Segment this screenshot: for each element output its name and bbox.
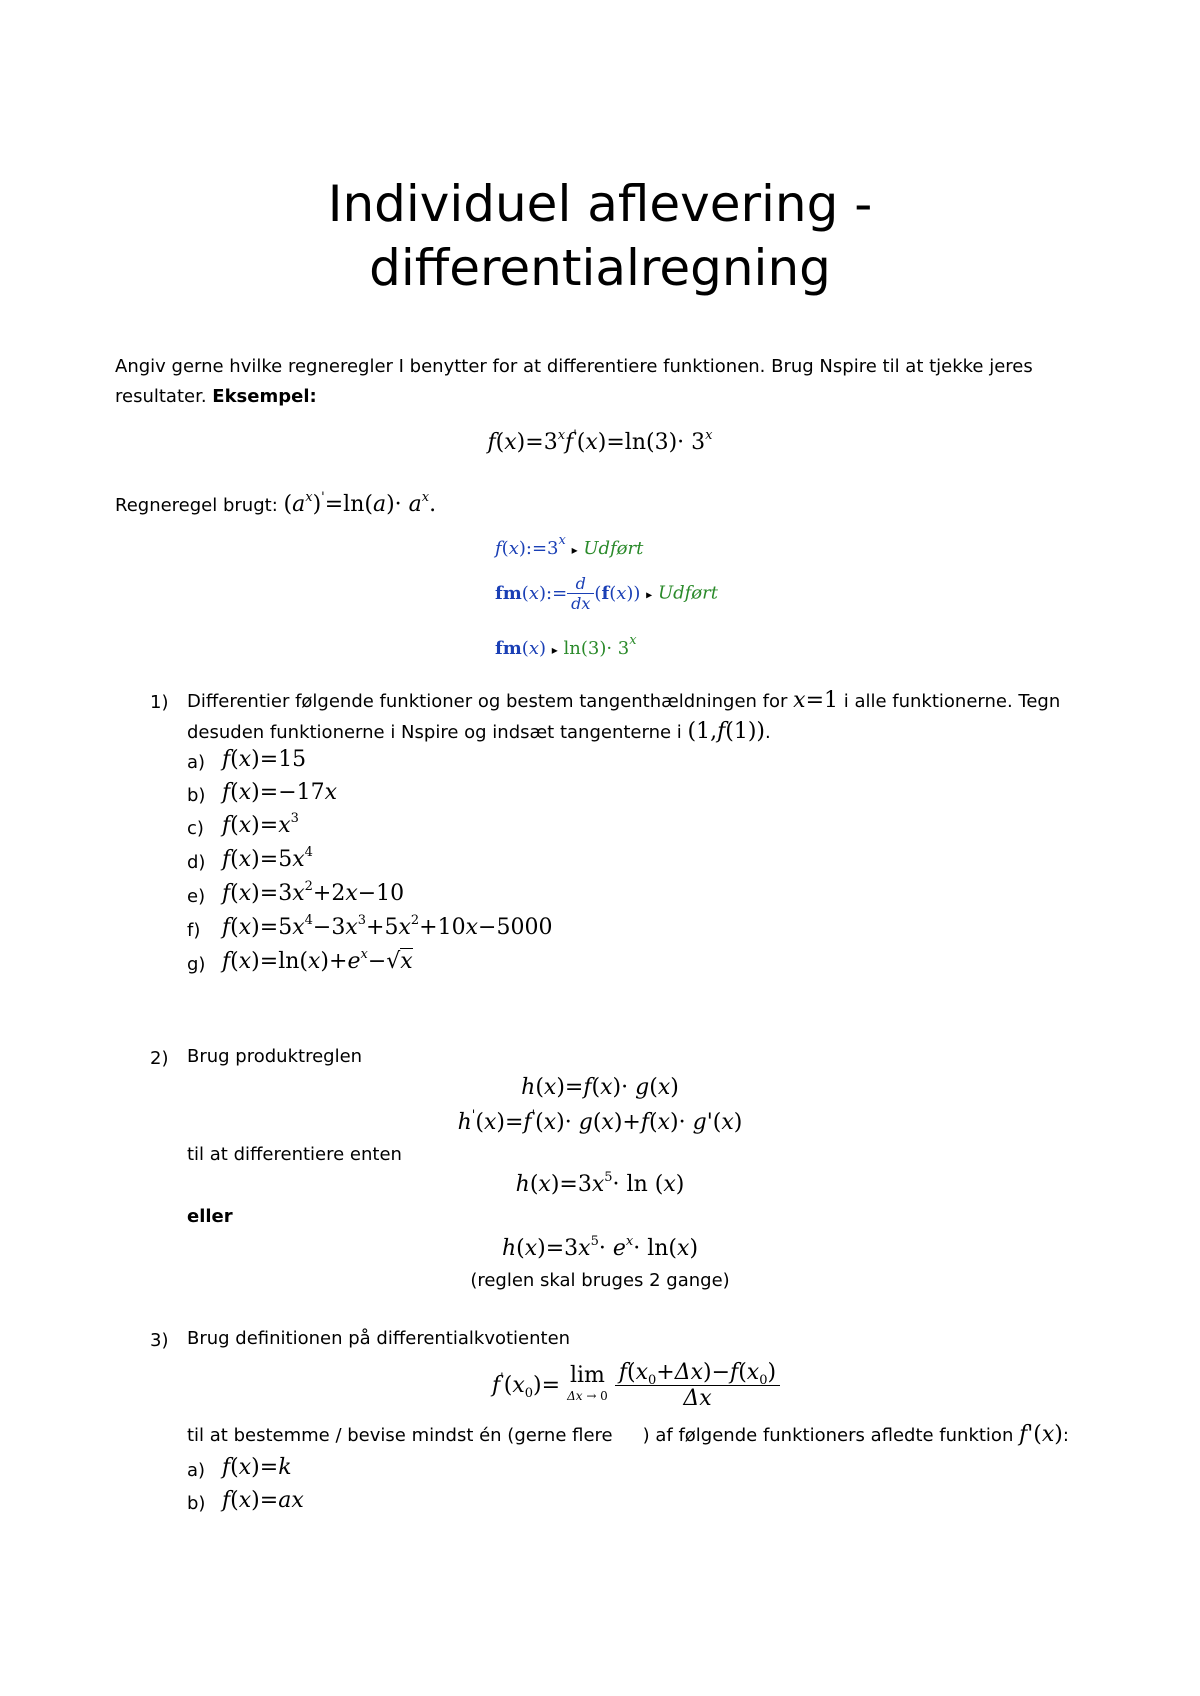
rule-formula: $(a^x)'=\ln(a)\cdot a^x$. [283,490,437,517]
q1-item-label: a) [187,752,206,773]
q3-number: 3) [150,1330,169,1351]
intro-text-line2: resultater. [115,386,213,407]
nspire-line-3: fm(x) ▸ $\ln(3)\cdot 3^x$ [495,633,637,659]
q2-note: (reglen skal bruges 2 gange) [470,1270,730,1291]
q1-item-g-formula: $f(x)=\ln(x)+e^x-√x$ [222,947,413,974]
q1-item-label: d) [187,852,206,873]
q2-heading: Brug produktreglen [187,1046,363,1067]
intro-text-line1: Angiv gerne hvilke regneregler I benytter for at differentiere funktionen. Brug Nspire til at tjekke jeres [115,356,1033,377]
q2-text-either: til at differentiere enten [187,1144,402,1165]
q1-item-e-formula: $f(x)=3x^2+2x-10$ [222,879,405,906]
q3-item-label: b) [187,1493,206,1514]
q1-item-label: g) [187,954,206,975]
q2-or: eller [187,1206,233,1227]
q1-number: 1) [150,692,169,713]
q3-text: til at bestemme / bevise mindst én (gerne flere ) af følgende funktioners afledte funktion f'(x): [187,1422,1069,1447]
q1-item-b-formula: f(x)=−17x [222,780,338,805]
q3-item-label: a) [187,1460,206,1481]
rule-label: Regneregel brugt: [115,495,284,516]
q2-option1-formula: $h(x)=3x^5\cdot \ln (x)$ [515,1170,685,1197]
q1-item-label: e) [187,886,206,907]
page-title-line1: Individuel aflevering - [327,175,873,233]
page-title-line2: differentialregning [369,239,831,297]
q1-item-label: b) [187,785,206,806]
example-formula: $f(x)=3^xf'(x)=\ln(3)\cdot 3^x$ [487,428,713,455]
q1-item-f-formula: $f(x)=5x^4-3x^3+5x^2+10x-5000$ [222,913,553,940]
q1-item-label: f) [187,920,201,941]
q2-number: 2) [150,1048,169,1069]
nspire-line-1: $f(x):=3^x$ ▸ Udført [495,533,644,559]
q1-item-label: c) [187,818,204,839]
nspire-line-2: fm(x):= $\frac{d}{dx}$ (f(x)) ▸ Udført [495,574,718,613]
q2-option2-formula: $h(x)=3x^5\cdot e^x\cdot \ln(x)$ [501,1234,699,1261]
intro-paragraph [115,352,1095,412]
product-rule-line2: h'(x)=f'(x)· g(x)+f(x)· g'(x) [457,1108,743,1135]
nspire-screenshot [495,533,735,668]
intro-bold-example: Eksempel: [212,386,317,407]
q3-heading: Brug definitionen på differentialkvotienten [187,1328,571,1349]
product-rule-line1: h(x)=f(x)· g(x) [521,1075,679,1100]
rule-line [115,490,436,521]
derivative-definition: $f'(x_0)= \lim$ Δx → 0 $\frac{f(x_0+\Delta x)-f(x_0)}{\Delta x}$ [492,1360,780,1411]
q1-item-c-formula: $f(x)=x^3$ [222,811,299,838]
q1-text: Differentier følgende funktioner og bestem tangenthældningen for x=1 i alle funktionerne. Tegn desuden funktionerne i Nspire og indsæt tangenterne i (1,f(1)). [187,688,1061,744]
q1-item-a-formula: f(x)=15 [222,747,307,772]
q3-item-a-formula: f(x)=k [222,1455,292,1480]
q3-item-b-formula: f(x)=ax [222,1488,304,1513]
q1-item-d-formula: $f(x)=5x^4$ [222,845,313,872]
